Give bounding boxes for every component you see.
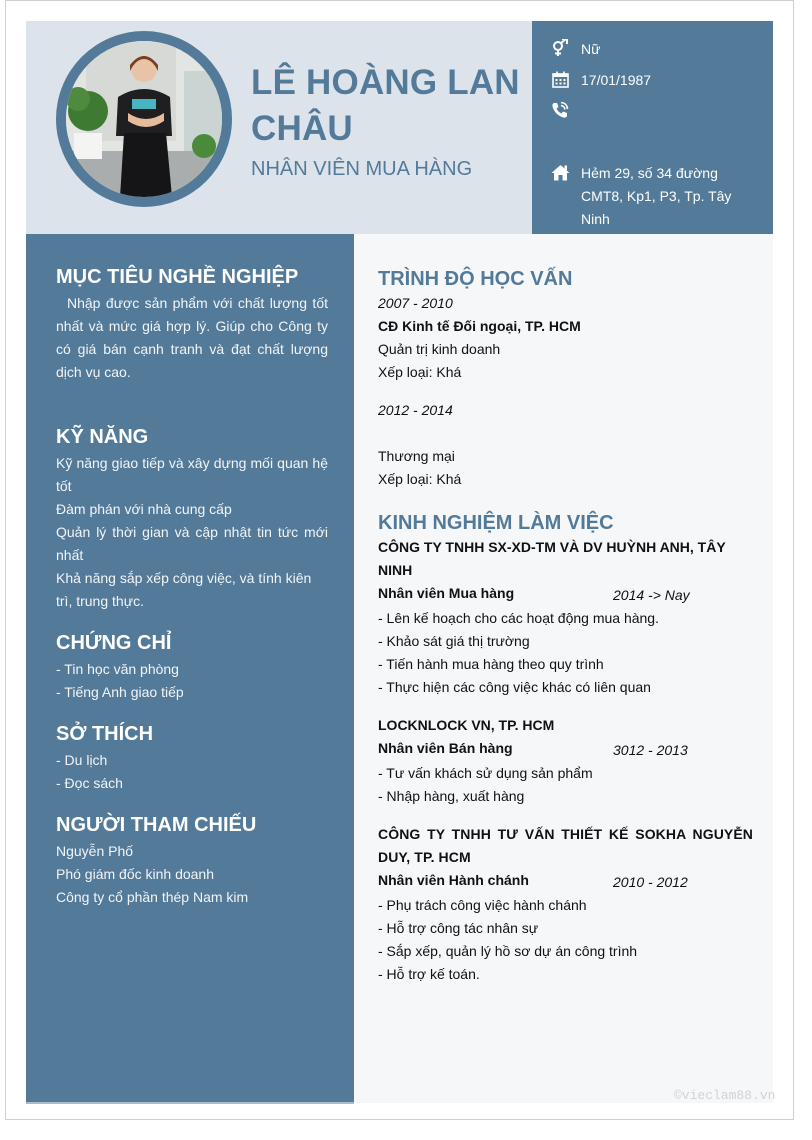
section-hobbies [56,721,328,795]
job-entry [378,536,753,699]
job-role: Nhân viên Mua hàng [378,585,515,601]
job-duty: - Nhập hàng, xuất hàng [378,788,525,804]
avatar-photo-icon [66,41,222,197]
education-title: TRÌNH ĐỘ HỌC VẤN [378,268,573,290]
job-period: 3012 - 2013 [613,742,688,758]
reference-item: Nguyễn Phố [56,843,134,859]
left-sidebar [26,234,354,1104]
education-period: 2012 - 2014 [378,402,453,418]
birthday-value: 17/01/1987 [581,72,652,88]
job-entry [378,714,753,808]
candidate-name: LÊ HOÀNG LAN CHÂU [251,63,520,148]
job-duty: - Tư vấn khách sử dụng sản phẩm [378,765,593,781]
hobby-item: - Đọc sách [56,775,123,791]
job-role: Nhân viên Hành chánh [378,872,529,888]
section-experience [378,510,753,986]
address-value: Hẻm 29, số 34 đường CMT8, Kp1, P3, Tp. Tây Ninh [581,165,732,227]
skill-item: Khả năng sắp xếp công việc, và tính kiên trì, trung thực. [56,570,312,609]
job-company: CÔNG TY TNHH SX-XD-TM VÀ DV HUỲNH ANH, TÂY NINH [378,539,726,578]
job-header [378,737,753,762]
experience-title: KINH NGHIỆM LÀM VIỆC [378,512,614,534]
job-duty: - Hỗ trợ công tác nhân sự [378,920,539,936]
phone-icon [550,100,570,120]
certificates-title: CHỨNG CHỈ [56,632,172,654]
main-content [354,234,776,1103]
job-header [378,869,753,894]
hobby-item: - Du lịch [56,752,108,768]
certificate-item: - Tiếng Anh giao tiếp [56,684,184,700]
skill-item: Đàm phán với nhà cung cấp [56,501,232,517]
calendar-icon [550,69,570,89]
job-role: Nhân viên Bán hàng [378,740,513,756]
education-grade: Xếp loại: Khá [378,471,462,487]
skills-title: KỸ NĂNG [56,426,149,448]
page-border [5,0,794,1]
education-school [378,422,753,445]
job-duty: - Tiến hành mua hàng theo quy trình [378,656,604,672]
section-references [56,812,328,909]
skill-item: Quản lý thời gian và cập nhật tin tức mới nhất [56,524,328,563]
reference-item: Phó giám đốc kinh doanh [56,866,214,882]
section-objective [56,264,328,384]
job-duty: - Thực hiện các công việc khác có liên quan [378,679,651,695]
contact-gender [550,38,761,61]
job-company: LOCKNLOCK VN, TP. HCM [378,717,555,733]
job-duty: - Sắp xếp, quản lý hồ sơ dự án công trình [378,943,638,959]
job-entry [378,823,753,986]
contact-birthday [550,69,761,92]
job-duty: - Phụ trách công việc hành chánh [378,897,587,913]
job-period: 2014 -> Nay [613,587,690,603]
job-duty: - Lên kế hoạch cho các hoạt động mua hàng. [378,610,659,626]
job-duty: - Khảo sát giá thị trường [378,633,530,649]
education-major: Quản trị kinh doanh [378,341,501,357]
home-icon [550,162,570,182]
certificate-item: - Tin học văn phòng [56,661,179,677]
job-period: 2010 - 2012 [613,874,688,890]
objective-title: MỤC TIÊU NGHỀ NGHIỆP [56,266,299,288]
education-school: CĐ Kinh tế Đối ngoại, TP. HCM [378,318,581,334]
job-header [378,582,753,607]
avatar [66,41,222,197]
hobbies-title: SỞ THÍCH [56,723,154,745]
gender-icon [550,38,570,58]
job-duty: - Hỗ trợ kế toán. [378,966,480,982]
section-certificates [56,630,328,704]
reference-item: Công ty cổ phần thép Nam kim [56,889,249,905]
skill-item: Kỹ năng giao tiếp và xây dựng mối quan hệ tốt [56,455,328,494]
objective-text: Nhập được sản phẩm với chất lượng tốt nhất và mức giá hợp lý. Giúp cho Công ty có giá bán cạnh tranh và đạt chất lượng dịch vụ cao. [56,295,328,380]
section-education [378,266,753,491]
gender-value: Nữ [581,41,601,57]
education-period: 2007 - 2010 [378,295,453,311]
candidate-job-title: NHÂN VIÊN MUA HÀNG [251,158,473,180]
job-company: CÔNG TY TNHH TƯ VẤN THIẾT KẾ SOKHA NGUYỄN DUY, TP. HCM [378,826,753,865]
section-skills [56,424,328,613]
contact-phone [550,100,761,120]
watermark: ©vieclam88.vn [674,1088,776,1103]
education-grade: Xếp loại: Khá [378,364,462,380]
references-title: NGƯỜI THAM CHIẾU [56,814,257,836]
education-major: Thương mại [378,448,455,464]
contact-address [550,162,761,231]
